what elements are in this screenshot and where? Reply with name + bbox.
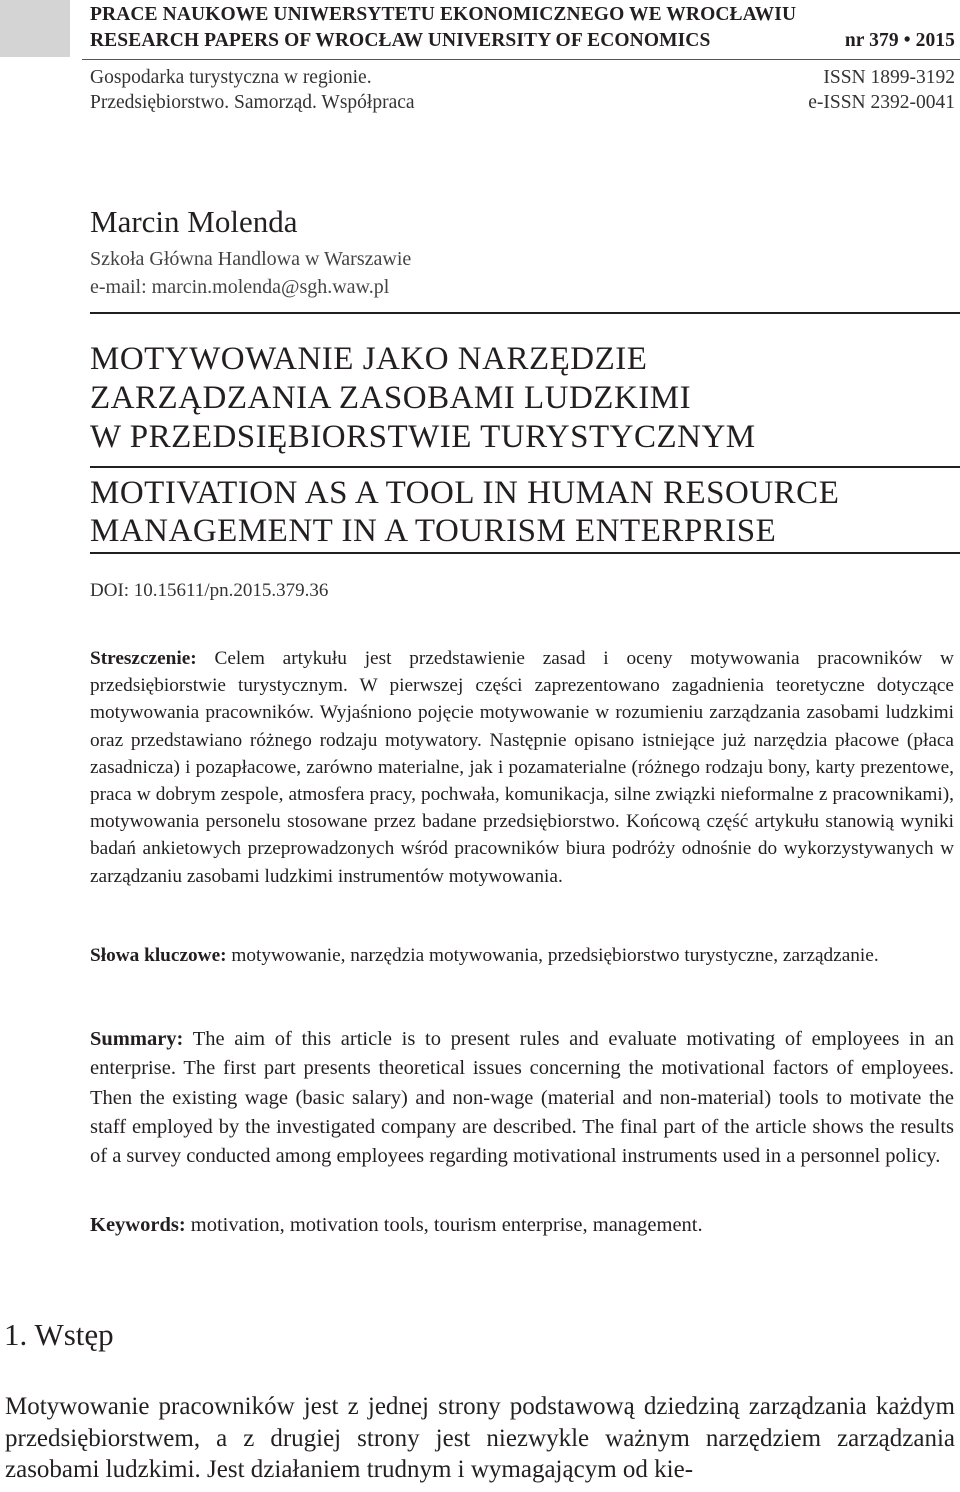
author-affiliation: Szkoła Główna Handlowa w Warszawie — [90, 248, 412, 270]
journal-name-en: RESEARCH PAPERS OF WROCŁAW UNIVERSITY OF ECONOMICS — [90, 30, 711, 51]
section-heading: 1. Wstęp — [4, 1317, 114, 1352]
title-pl-line1: MOTYWOWANIE JAKO NARZĘDZIE — [90, 341, 648, 377]
section-body-text: Motywowanie pracowników jest z jednej strony podstawową dziedziną zarządzania każdym przedsiębiorstwem, a z drugiej strony jest niezwykle ważnym narzędziem zarządzania zasobami ludzkimi. Jest działaniem trudnym i wymagającym od kie- — [5, 1393, 955, 1483]
summary-en-label: Summary: — [90, 1028, 184, 1050]
series-title-line2: Przedsiębiorstwo. Samorząd. Współpraca — [90, 92, 415, 113]
keywords-en-text: motivation, motivation tools, tourism enterprise, management. — [185, 1214, 703, 1236]
title-middle-rule — [90, 466, 960, 468]
eissn: e-ISSN 2392-0041 — [808, 92, 955, 113]
keywords-pl — [90, 942, 954, 969]
journal-name-pl: PRACE NAUKOWE UNIWERSYTETU EKONOMICZNEGO WE WROCŁAWIU — [90, 4, 797, 25]
doi: DOI: 10.15611/pn.2015.379.36 — [90, 580, 329, 601]
title-en-line1: MOTIVATION AS A TOOL IN HUMAN RESOURCE — [90, 475, 840, 511]
author-name: Marcin Molenda — [90, 204, 298, 239]
abstract-pl-label: Streszczenie: — [90, 648, 197, 669]
title-pl-line2: ZARZĄDZANIA ZASOBAMI LUDZKIMI — [90, 380, 692, 416]
header-rule — [82, 59, 960, 60]
title-pl-line3: W PRZEDSIĘBIORSTWIE TURYSTYCZNYM — [90, 419, 756, 455]
keywords-pl-label: Słowa kluczowe: — [90, 945, 227, 966]
keywords-pl-text: motywowanie, narzędzia motywowania, przedsiębiorstwo turystyczne, zarządzanie. — [226, 945, 879, 966]
keywords-en — [90, 1211, 954, 1240]
series-title-line1: Gospodarka turystyczna w regionie. — [90, 67, 372, 88]
summary-en — [90, 1025, 954, 1171]
keywords-en-label: Keywords: — [90, 1214, 186, 1236]
abstract-pl-text: Celem artykułu jest przedstawienie zasad i oceny motywowania pracowników w przedsiębiorstwie turystycznym. W pierwszej części zaprezentowano zagadnienia teoretyczne dotyczące motywowania pracowników. Wyjaśniono pojęcie motywowanie w rozumieniu zarządzania zasobami ludzkimi oraz przedstawiano różnego rodzaju motywatory. Następnie opisano istniejące już narzędzia płacowe (płaca zasadnicza) i pozapłacowe, zarówno materialne, jak i pozamaterialne (różnego rodzaju bony, karty prezentowe, praca w dobrym zespole, atmosfera pracy, pochwała, komunikacja, silne związki nieformalne z pracownikami), motywowania personelu stosowane przez badane przedsiębiorstwo. Końcową część artykułu stanowią wyniki badań ankietowych przeprowadzonych wśród pracowników biura podróży odnośnie do wykorzystywanych w zarządzaniu zasobami ludzkimi instrumentów motywowania. — [90, 648, 954, 887]
title-en-line2: MANAGEMENT IN A TOURISM ENTERPRISE — [90, 513, 777, 549]
header-gray-block — [0, 0, 70, 57]
abstract-pl — [90, 645, 954, 890]
author-email: e-mail: marcin.molenda@sgh.waw.pl — [90, 276, 390, 298]
summary-en-text: The aim of this article is to present rules and evaluate motivating of employees in an enterprise. The first part presents theoretical issues concerning the motivational factors of employees. Then the existing wage (basic salary) and non-wage (material and non-material) tools to motivate the staff employed by the investigated company are described. The final part of the article shows the results of a survey conducted among employees regarding motivational instruments used in a personnel policy. — [90, 1028, 954, 1168]
issue-number: nr 379 • 2015 — [844, 30, 955, 51]
issn: ISSN 1899-3192 — [823, 67, 955, 88]
title-top-rule — [90, 312, 960, 314]
title-bottom-rule — [90, 552, 960, 554]
